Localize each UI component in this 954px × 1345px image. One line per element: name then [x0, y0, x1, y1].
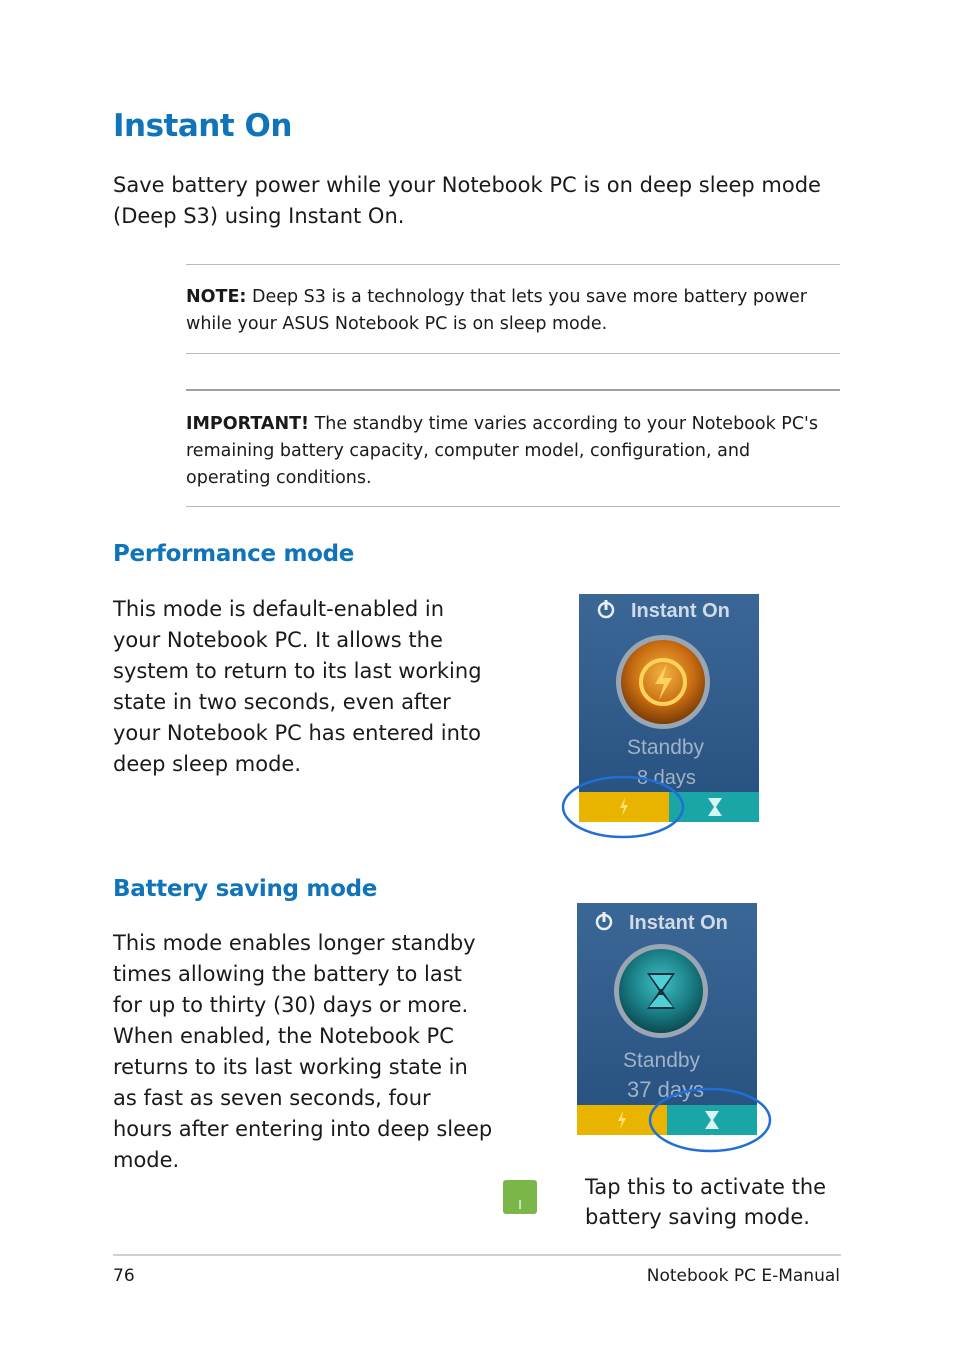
note-top-divider	[186, 264, 840, 265]
page-number: 76	[113, 1266, 135, 1286]
performance-callout-ring	[560, 774, 686, 840]
page-title: Instant On	[113, 108, 292, 144]
callout-badge: I	[503, 1180, 537, 1214]
performance-standby-value: 8 days	[637, 767, 696, 789]
hourglass-mode-icon	[614, 944, 708, 1038]
intro-paragraph: Save battery power while your Notebook PC is on deep sleep mode (Deep S3) using Instant On.	[113, 173, 821, 228]
note-box	[186, 284, 836, 338]
important-text: The standby time varies according to your Notebook PC's remaining battery capacity, computer model, configuration, and operating conditions.	[186, 414, 818, 488]
important-top-divider	[186, 389, 840, 391]
performance-standby-label: Standby	[627, 736, 705, 759]
note-bottom-divider	[186, 353, 840, 354]
performance-tile-header: Instant On	[631, 600, 730, 622]
battery-heading: Battery saving mode	[113, 876, 378, 902]
battery-standby-label: Standby	[623, 1049, 701, 1072]
performance-body: This mode is default-enabled in your Notebook PC. It allows the system to return to its last working state in two seconds, even after your Notebook PC has entered into deep sleep mode.	[113, 597, 482, 776]
footer-divider	[113, 1254, 841, 1256]
important-label: IMPORTANT!	[186, 414, 310, 434]
battery-standby-value: 37 days	[627, 1077, 705, 1102]
note-label: NOTE:	[186, 287, 247, 307]
battery-body: This mode enables longer standby times allowing the battery to last for up to thirty (30) days or more. When enabled, the Notebook PC returns to its last working state in as fast as seven seconds, four hours after entering into deep sleep mode.	[113, 931, 493, 1172]
battery-tile-header: Instant On	[629, 912, 728, 934]
manual-title: Notebook PC E-Manual	[646, 1266, 840, 1286]
note-text: Deep S3 is a technology that lets you save more battery power while your ASUS Notebook PC is on sleep mode.	[186, 287, 807, 334]
important-box	[186, 411, 836, 492]
battery-callout-ring	[647, 1086, 773, 1154]
lightning-mode-icon	[616, 635, 710, 729]
callout-text: Tap this to activate the battery saving mode.	[585, 1175, 827, 1229]
performance-heading: Performance mode	[113, 541, 355, 567]
important-bottom-divider	[186, 506, 840, 507]
